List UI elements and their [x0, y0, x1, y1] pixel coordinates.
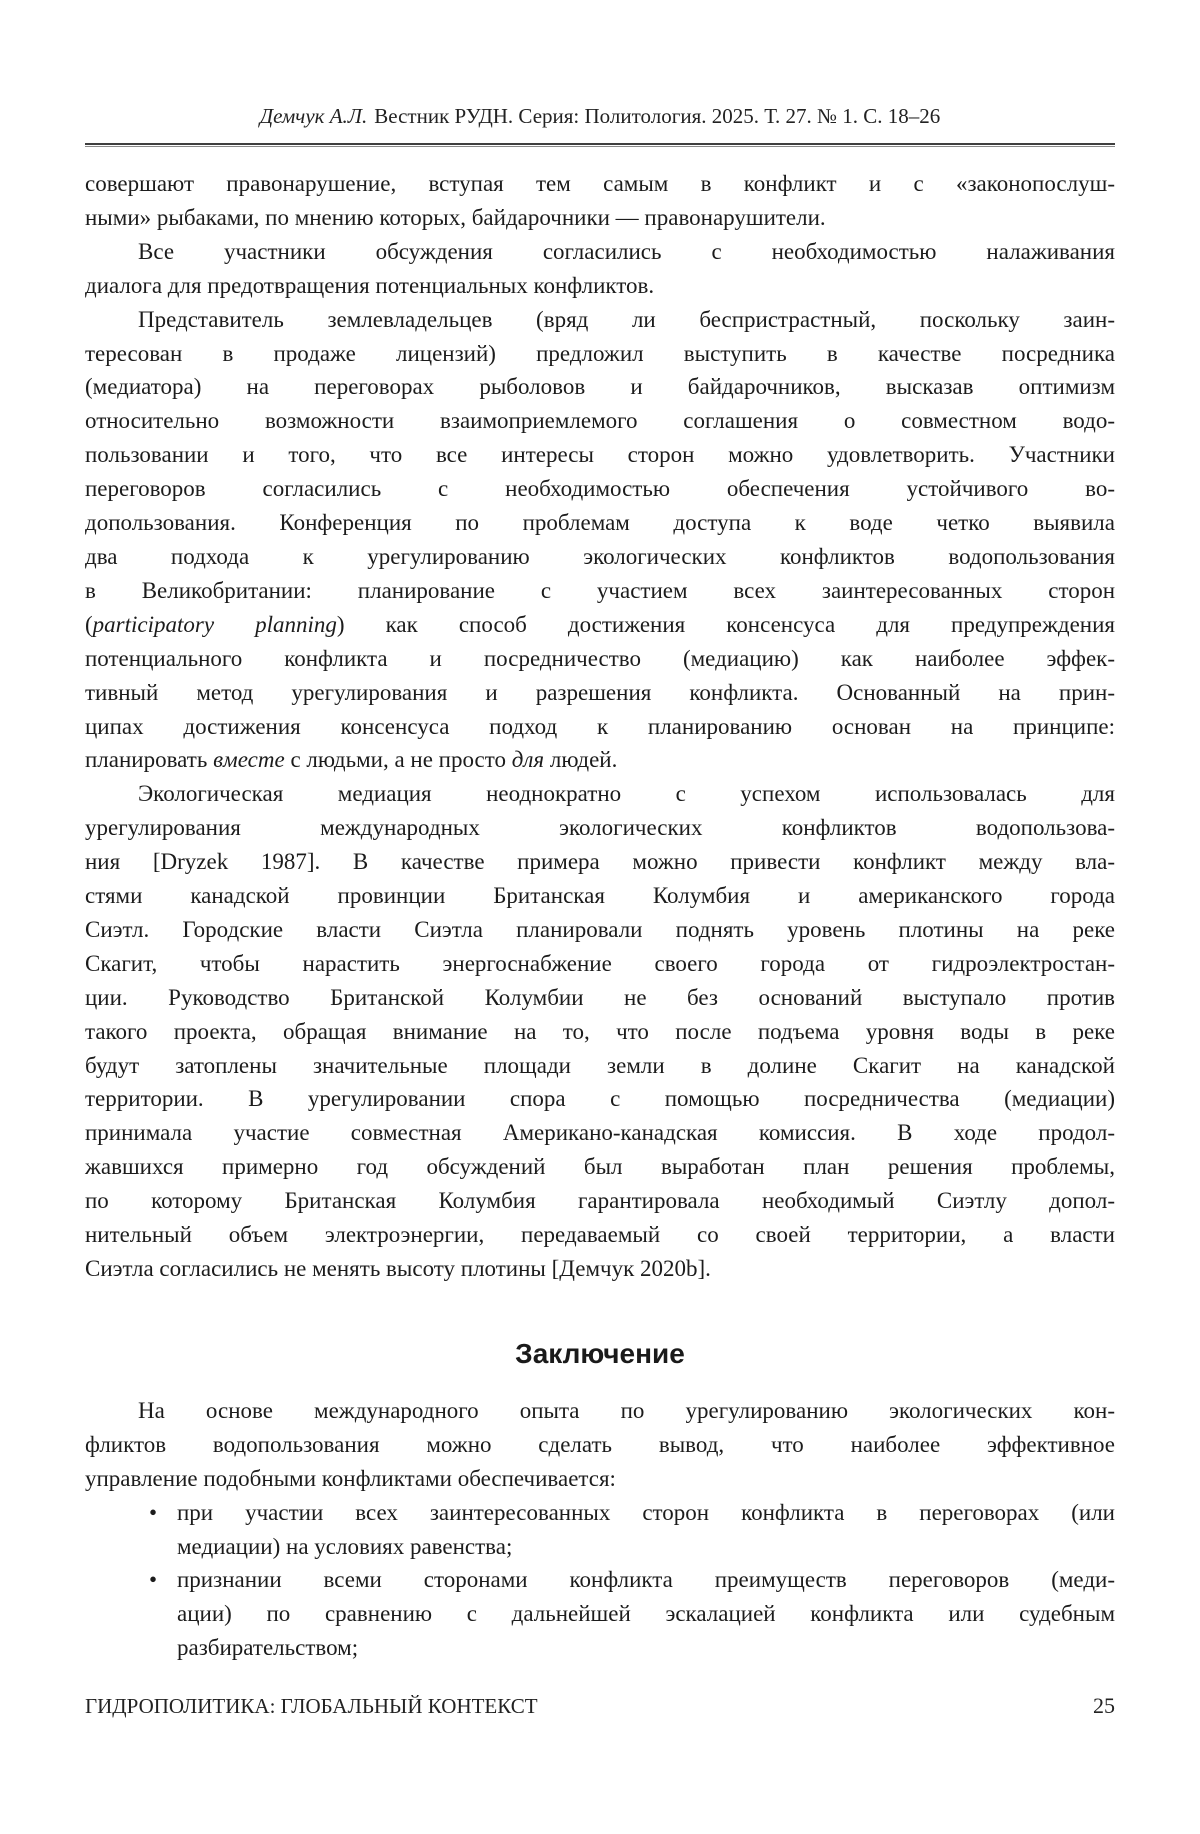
text-line: (participatory planning) как способ достижения консенсуса для предупреждения: [85, 611, 1115, 637]
text-line: при участии всех заинтересованных сторон конфликта в переговорах (или: [177, 1499, 1115, 1525]
text-line: ации) по сравнению с дальнейшей эскалацией конфликта или судебным: [177, 1601, 1115, 1627]
text-line: Представитель землевладельцев (вряд ли беспристрастный, поскольку заин-: [138, 306, 1115, 332]
text-line: планировать вместе с людьми, а не просто для людей.: [85, 747, 618, 773]
bullet-item: [85, 1563, 1115, 1665]
text-line: На основе международного опыта по урегулированию экологических кон-: [138, 1397, 1115, 1423]
text-line: урегулирования международных экологических конфликтов водопользова-: [85, 815, 1115, 841]
bullet-icon: •: [149, 1567, 158, 1593]
paragraph: [85, 167, 1115, 235]
text-line: управление подобными конфликтами обеспечивается:: [85, 1465, 616, 1491]
running-head: [85, 103, 1115, 130]
paragraph: [85, 235, 1115, 303]
text-line: (медиатора) на переговорах рыболовов и байдарочников, высказав оптимизм: [85, 374, 1115, 400]
text-line: будут затоплены значительные площади земли в долине Скагит на канадской: [85, 1052, 1115, 1078]
paragraph: [85, 1394, 1115, 1496]
text-line: пользовании и того, что все интересы сторон можно удовлетворить. Участники: [85, 442, 1115, 468]
text-line: Сиэтл. Городские власти Сиэтла планировали поднять уровень плотины на реке: [85, 916, 1115, 942]
text-line: ции. Руководство Британской Колумбии не без оснований выступало против: [85, 984, 1115, 1010]
bullet-icon: •: [149, 1499, 158, 1525]
text-line: по которому Британская Колумбия гарантировала необходимый Сиэтлу допол-: [85, 1188, 1115, 1214]
running-head-author: Демчук А.Л.: [259, 104, 368, 128]
text-line: Сиэтла согласились не менять высоту плотины [Демчук 2020b].: [85, 1256, 711, 1281]
text-line: фликтов водопользования можно сделать вывод, что наиболее эффективное: [85, 1431, 1115, 1457]
text-line: два подхода к урегулированию экологических конфликтов водопользования: [85, 543, 1115, 569]
text-line: относительно возможности взаимоприемлемого соглашения о совместном водо-: [85, 408, 1115, 434]
text-line: территории. В урегулировании спора с помощью посредничества (медиации): [85, 1086, 1115, 1112]
text-line: нительный объем электроэнергии, передаваемый со своей территории, а власти: [85, 1222, 1115, 1248]
text-line: ния [Dryzek 1987]. В качестве примера можно привести конфликт между вла-: [85, 849, 1115, 875]
text-line: жавшихся примерно год обсуждений был выработан план решения проблемы,: [85, 1154, 1115, 1180]
text-line: Все участники обсуждения согласились с необходимостью налаживания: [138, 238, 1115, 264]
page-number: 25: [1093, 1693, 1115, 1718]
text-line: Скагит, чтобы нарастить энергоснабжение своего города от гидроэлектростан-: [85, 950, 1115, 976]
body-blocks: [85, 167, 1115, 1665]
text-line: медиации) на условиях равенства;: [177, 1533, 513, 1559]
header-rule: [85, 143, 1115, 147]
text-line: разбирательством;: [177, 1635, 359, 1661]
text-line: принимала участие совместная Американо-канадская комиссия. В ходе продол-: [85, 1120, 1115, 1146]
bullet-item: [85, 1496, 1115, 1564]
text-line: стями канадской провинции Британская Колумбия и американского города: [85, 883, 1115, 909]
text-line: переговоров согласились с необходимостью обеспечения устойчивого во-: [85, 476, 1115, 502]
paragraph: [85, 777, 1115, 1286]
paragraph: [85, 303, 1115, 778]
page-footer: [85, 1692, 1115, 1720]
section-heading: Заключение: [515, 1337, 685, 1369]
text-line: такого проекта, обращая внимание на то, что после подъема уровня воды в реке: [85, 1018, 1115, 1044]
text-line: Экологическая медиация неоднократно с успехом использовалась для: [138, 781, 1115, 807]
text-line: в Великобритании: планирование с участием всех заинтересованных сторон: [85, 577, 1115, 603]
footer-section-title: ГИДРОПОЛИТИКА: ГЛОБАЛЬНЫЙ КОНТЕКСТ: [85, 1694, 538, 1718]
text-line: допользования. Конференция по проблемам доступа к воде четко выявила: [85, 510, 1115, 536]
text-line: потенциального конфликта и посредничество (медиацию) как наиболее эффек-: [85, 645, 1115, 671]
text-line: тересован в продаже лицензий) предложил выступить в качестве посредника: [85, 340, 1115, 366]
text-line: диалога для предотвращения потенциальных конфликтов.: [85, 272, 655, 298]
text-line: тивный метод урегулирования и разрешения конфликта. Основанный на прин-: [85, 679, 1115, 705]
text-line: совершают правонарушение, вступая тем самым в конфликт и с «законопослуш-: [85, 171, 1115, 196]
running-head-citation: Вестник РУДН. Серия: Политология. 2025. Т. 27. № 1. С. 18–26: [374, 104, 941, 128]
text-line: ципах достижения консенсуса подход к планированию основан на принципе:: [85, 713, 1115, 739]
text-line: признании всеми сторонами конфликта преимуществ переговоров (меди-: [177, 1567, 1115, 1593]
text-line: ными» рыбаками, по мнению которых, байдарочники — правонарушители.: [85, 204, 826, 230]
